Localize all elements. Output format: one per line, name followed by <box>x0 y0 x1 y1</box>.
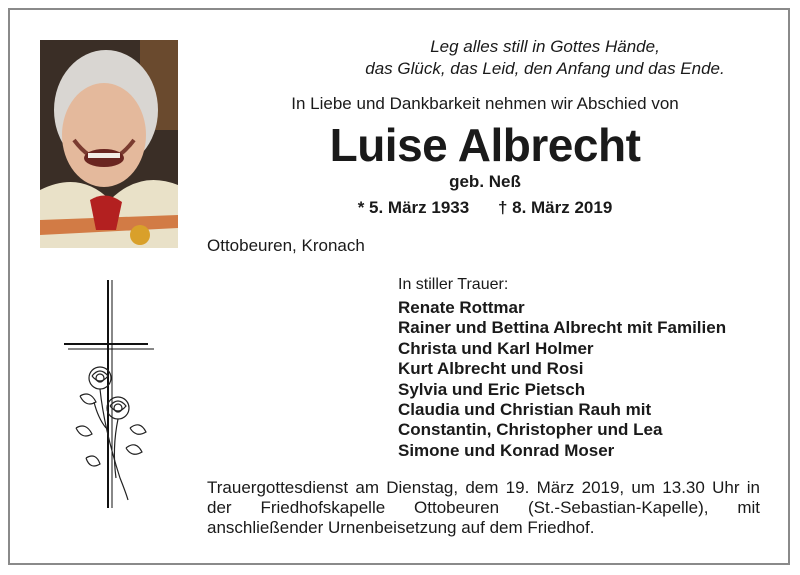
deceased-name: Luise Albrecht <box>329 119 641 171</box>
mourner-item: Renate Rottmar <box>398 298 525 317</box>
mourner-item: Kurt Albrecht und Rosi <box>398 359 584 379</box>
mourner-item: Simone und Konrad Moser <box>398 440 615 460</box>
mourner-item: Constantin, Christopher und Lea <box>398 420 663 440</box>
place-text: Ottobeuren, Kronach <box>207 236 365 255</box>
maiden-name: geb. Neß <box>449 172 521 191</box>
death-date: † 8. März 2019 <box>497 198 613 217</box>
mourning-label: In stiller Trauer: <box>398 276 509 293</box>
mourner-item: Rainer und Bettina Albrecht mit Familien <box>398 318 727 338</box>
intro-text: In Liebe und Dankbarkeit nehmen wir Abschied von <box>291 94 679 113</box>
mourner-item: Claudia und Christian Rauh mit <box>398 400 652 420</box>
poem-line-1: Leg alles still in Gottes Hände, <box>430 37 660 56</box>
poem <box>330 36 760 80</box>
service-announcement: Trauergottesdienst am Dienstag, dem 19. März 2019, um 13.30 Uhr in der Friedhofskapelle Ottobeuren (St.-Sebastian-Kapelle), mit anschließender Urnenbeisetzung auf dem Friedhof. <box>207 478 760 537</box>
life-dates <box>200 198 770 218</box>
mourners-list <box>398 298 726 461</box>
mourner-item: Sylvia und Eric Pietsch <box>398 379 586 399</box>
mourner-item: Christa und Karl Holmer <box>398 338 594 358</box>
cross-with-roses-icon <box>60 278 160 513</box>
poem-line-2: das Glück, das Leid, den Anfang und das Ende. <box>365 59 725 78</box>
portrait-photo <box>40 40 178 248</box>
birth-date: * 5. März 1933 <box>357 198 470 217</box>
